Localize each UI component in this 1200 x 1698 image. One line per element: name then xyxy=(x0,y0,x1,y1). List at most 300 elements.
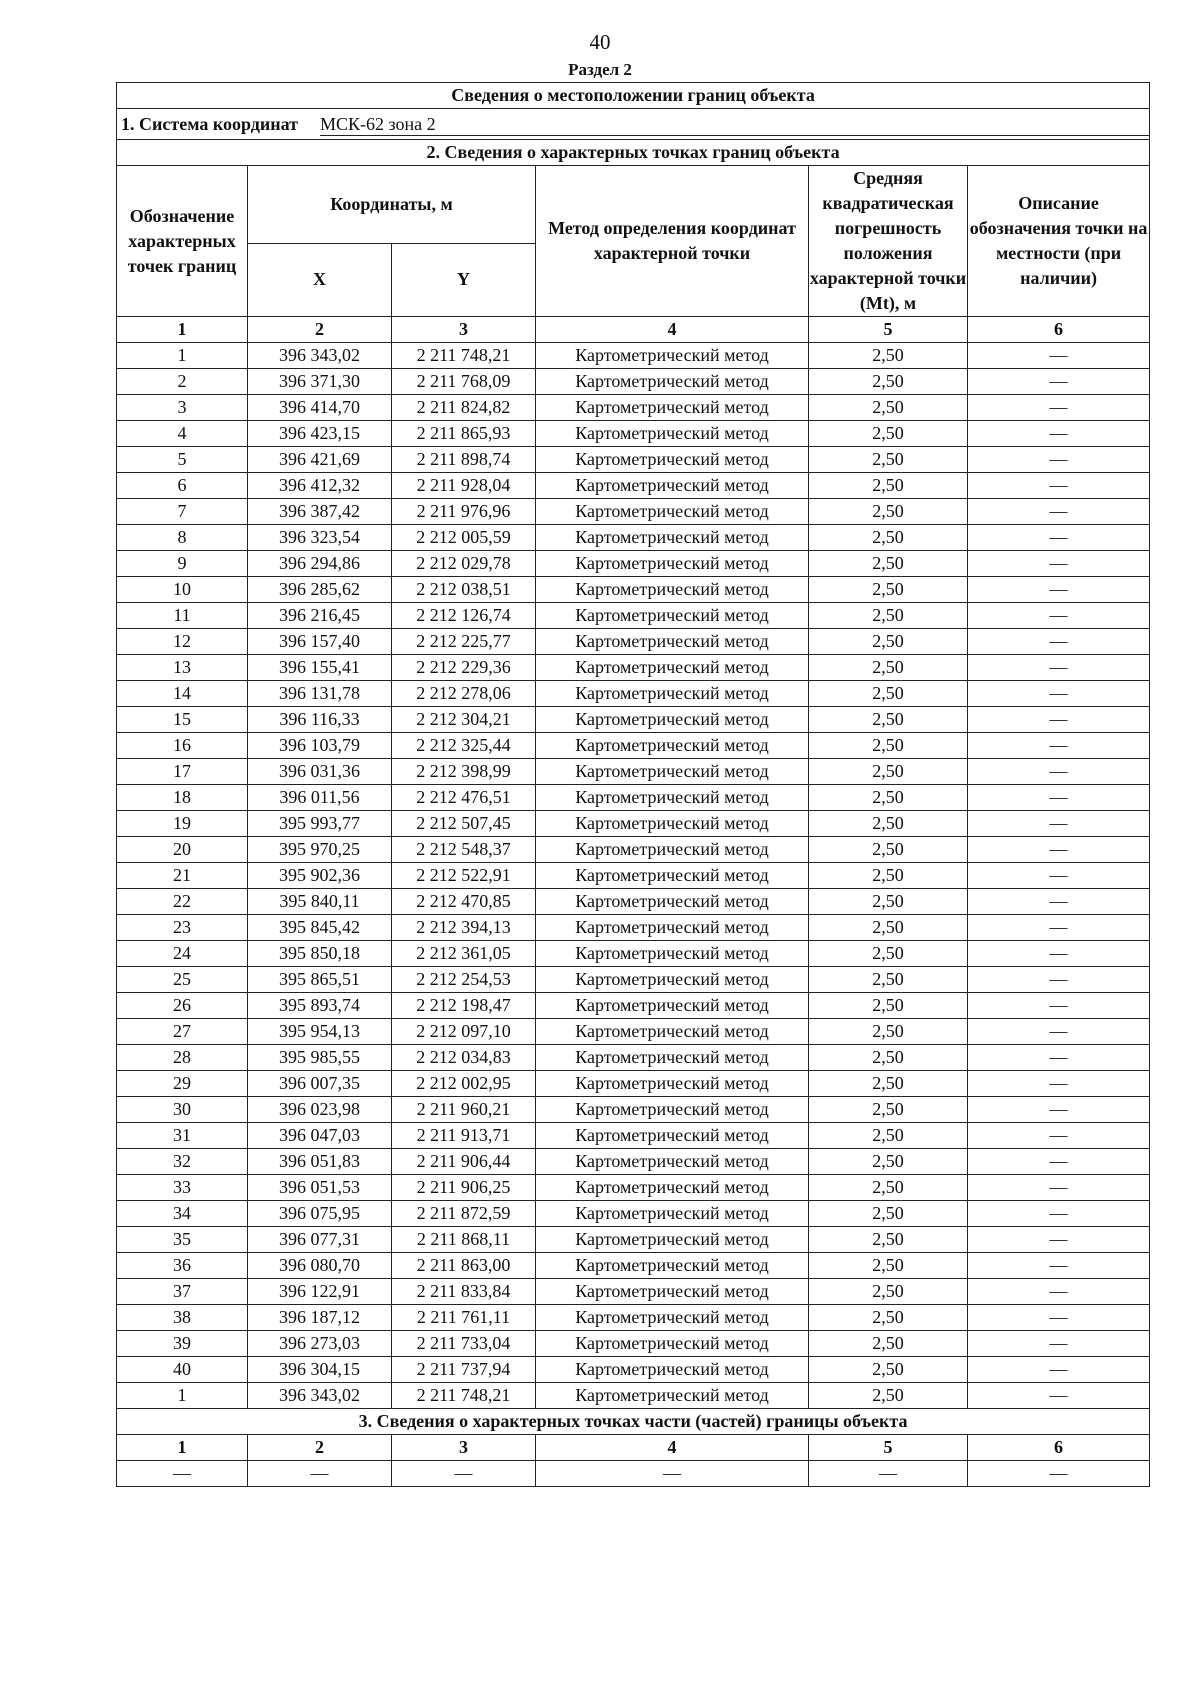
error: 2,50 xyxy=(809,941,968,967)
point-number: 15 xyxy=(117,707,248,733)
description: — xyxy=(968,811,1150,837)
y-coordinate: 2 211 976,96 xyxy=(392,499,536,525)
error: 2,50 xyxy=(809,369,968,395)
description: — xyxy=(968,1253,1150,1279)
error: 2,50 xyxy=(809,863,968,889)
table-cell: — xyxy=(536,1461,809,1487)
column-number: 6 xyxy=(968,317,1150,343)
description: — xyxy=(968,421,1150,447)
table-row xyxy=(117,733,1150,759)
method: Картометрический метод xyxy=(536,343,809,369)
y-coordinate: 2 212 398,99 xyxy=(392,759,536,785)
x-coordinate: 396 103,79 xyxy=(248,733,392,759)
point-number: 27 xyxy=(117,1019,248,1045)
page-number: 40 xyxy=(589,30,611,54)
method: Картометрический метод xyxy=(536,915,809,941)
point-number: 39 xyxy=(117,1331,248,1357)
point-number: 10 xyxy=(117,577,248,603)
x-coordinate: 395 865,51 xyxy=(248,967,392,993)
error: 2,50 xyxy=(809,811,968,837)
table-row xyxy=(117,889,1150,915)
error: 2,50 xyxy=(809,967,968,993)
y-coordinate: 2 211 748,21 xyxy=(392,343,536,369)
x-coordinate: 396 371,30 xyxy=(248,369,392,395)
description: — xyxy=(968,369,1150,395)
method: Картометрический метод xyxy=(536,1097,809,1123)
error: 2,50 xyxy=(809,1019,968,1045)
x-coordinate: 396 294,86 xyxy=(248,551,392,577)
method: Картометрический метод xyxy=(536,941,809,967)
section3-title: 3. Сведения о характерных точках части (частей) границы объекта xyxy=(117,1409,1150,1435)
y-coordinate: 2 211 906,44 xyxy=(392,1149,536,1175)
point-number: 4 xyxy=(117,421,248,447)
error: 2,50 xyxy=(809,1123,968,1149)
point-number: 28 xyxy=(117,1045,248,1071)
error: 2,50 xyxy=(809,421,968,447)
description: — xyxy=(968,577,1150,603)
description: — xyxy=(968,1045,1150,1071)
method: Картометрический метод xyxy=(536,629,809,655)
table-row xyxy=(117,759,1150,785)
table-row xyxy=(117,577,1150,603)
point-number: 9 xyxy=(117,551,248,577)
y-coordinate: 2 212 002,95 xyxy=(392,1071,536,1097)
point-number: 13 xyxy=(117,655,248,681)
table-cell: — xyxy=(968,1461,1150,1487)
point-number: 14 xyxy=(117,681,248,707)
description: — xyxy=(968,785,1150,811)
point-number: 35 xyxy=(117,1227,248,1253)
point-number: 17 xyxy=(117,759,248,785)
error: 2,50 xyxy=(809,577,968,603)
y-coordinate: 2 211 960,21 xyxy=(392,1097,536,1123)
y-coordinate: 2 211 868,11 xyxy=(392,1227,536,1253)
table-cell: — xyxy=(809,1461,968,1487)
x-coordinate: 396 423,15 xyxy=(248,421,392,447)
x-coordinate: 396 116,33 xyxy=(248,707,392,733)
column-number: 1 xyxy=(117,317,248,343)
y-coordinate: 2 211 928,04 xyxy=(392,473,536,499)
header-point: Обозначение характерных точек границ xyxy=(117,166,248,317)
table-row xyxy=(117,629,1150,655)
x-coordinate: 395 985,55 xyxy=(248,1045,392,1071)
y-coordinate: 2 211 761,11 xyxy=(392,1305,536,1331)
x-coordinate: 396 216,45 xyxy=(248,603,392,629)
table-row xyxy=(117,1071,1150,1097)
table-row xyxy=(117,1331,1150,1357)
method: Картометрический метод xyxy=(536,1305,809,1331)
point-number: 11 xyxy=(117,603,248,629)
method: Картометрический метод xyxy=(536,993,809,1019)
x-coordinate: 395 893,74 xyxy=(248,993,392,1019)
y-coordinate: 2 211 768,09 xyxy=(392,369,536,395)
column-number: 2 xyxy=(248,1435,392,1461)
error: 2,50 xyxy=(809,733,968,759)
point-number: 18 xyxy=(117,785,248,811)
x-coordinate: 396 051,83 xyxy=(248,1149,392,1175)
table-row xyxy=(117,447,1150,473)
table-row xyxy=(117,499,1150,525)
table-row xyxy=(117,603,1150,629)
method: Картометрический метод xyxy=(536,1175,809,1201)
x-coordinate: 395 902,36 xyxy=(248,863,392,889)
y-coordinate: 2 212 476,51 xyxy=(392,785,536,811)
y-coordinate: 2 212 325,44 xyxy=(392,733,536,759)
point-number: 12 xyxy=(117,629,248,655)
table-row xyxy=(117,369,1150,395)
point-number: 32 xyxy=(117,1149,248,1175)
table-row xyxy=(117,863,1150,889)
method: Картометрический метод xyxy=(536,577,809,603)
x-coordinate: 396 412,32 xyxy=(248,473,392,499)
description: — xyxy=(968,1305,1150,1331)
description: — xyxy=(968,1357,1150,1383)
error: 2,50 xyxy=(809,1305,968,1331)
method: Картометрический метод xyxy=(536,1227,809,1253)
column-number: 4 xyxy=(536,317,809,343)
point-number: 33 xyxy=(117,1175,248,1201)
point-number: 36 xyxy=(117,1253,248,1279)
point-number: 2 xyxy=(117,369,248,395)
y-coordinate: 2 211 833,84 xyxy=(392,1279,536,1305)
error: 2,50 xyxy=(809,1097,968,1123)
error: 2,50 xyxy=(809,1331,968,1357)
x-coordinate: 396 414,70 xyxy=(248,395,392,421)
table-row xyxy=(117,655,1150,681)
table-row xyxy=(117,967,1150,993)
y-coordinate: 2 212 126,74 xyxy=(392,603,536,629)
column-number: 6 xyxy=(968,1435,1150,1461)
y-coordinate: 2 212 005,59 xyxy=(392,525,536,551)
error: 2,50 xyxy=(809,837,968,863)
x-coordinate: 396 155,41 xyxy=(248,655,392,681)
y-coordinate: 2 211 906,25 xyxy=(392,1175,536,1201)
y-coordinate: 2 211 733,04 xyxy=(392,1331,536,1357)
error: 2,50 xyxy=(809,1175,968,1201)
x-coordinate: 396 023,98 xyxy=(248,1097,392,1123)
point-number: 20 xyxy=(117,837,248,863)
x-coordinate: 396 075,95 xyxy=(248,1201,392,1227)
method: Картометрический метод xyxy=(536,1019,809,1045)
description: — xyxy=(968,343,1150,369)
header-description: Описание обозначения точки на местности (при наличии) xyxy=(968,166,1150,317)
description: — xyxy=(968,993,1150,1019)
y-coordinate: 2 211 865,93 xyxy=(392,421,536,447)
x-coordinate: 396 080,70 xyxy=(248,1253,392,1279)
point-number: 3 xyxy=(117,395,248,421)
column-number: 5 xyxy=(809,1435,968,1461)
method: Картометрический метод xyxy=(536,785,809,811)
description: — xyxy=(968,395,1150,421)
y-coordinate: 2 212 038,51 xyxy=(392,577,536,603)
y-coordinate: 2 211 872,59 xyxy=(392,1201,536,1227)
point-number: 34 xyxy=(117,1201,248,1227)
table-row xyxy=(117,551,1150,577)
table-row xyxy=(117,837,1150,863)
table-row xyxy=(117,1305,1150,1331)
description: — xyxy=(968,1071,1150,1097)
method: Картометрический метод xyxy=(536,1071,809,1097)
table-row xyxy=(117,1279,1150,1305)
method: Картометрический метод xyxy=(536,655,809,681)
point-number: 7 xyxy=(117,499,248,525)
error: 2,50 xyxy=(809,915,968,941)
section3-row xyxy=(117,1461,1150,1487)
x-coordinate: 396 011,56 xyxy=(248,785,392,811)
table-row xyxy=(117,915,1150,941)
method: Картометрический метод xyxy=(536,889,809,915)
description: — xyxy=(968,915,1150,941)
header-coords: Координаты, м xyxy=(248,166,536,244)
y-coordinate: 2 211 748,21 xyxy=(392,1383,536,1409)
column-number: 1 xyxy=(117,1435,248,1461)
point-number: 29 xyxy=(117,1071,248,1097)
table-row xyxy=(117,1383,1150,1409)
description: — xyxy=(968,473,1150,499)
table-row xyxy=(117,1097,1150,1123)
description: — xyxy=(968,551,1150,577)
method: Картометрический метод xyxy=(536,447,809,473)
table-row xyxy=(117,1175,1150,1201)
error: 2,50 xyxy=(809,551,968,577)
error: 2,50 xyxy=(809,499,968,525)
x-coordinate: 396 007,35 xyxy=(248,1071,392,1097)
method: Картометрический метод xyxy=(536,603,809,629)
point-number: 22 xyxy=(117,889,248,915)
table-title: Сведения о местоположении границ объекта xyxy=(117,83,1150,109)
method: Картометрический метод xyxy=(536,811,809,837)
x-coordinate: 395 954,13 xyxy=(248,1019,392,1045)
method: Картометрический метод xyxy=(536,525,809,551)
method: Картометрический метод xyxy=(536,707,809,733)
error: 2,50 xyxy=(809,1149,968,1175)
error: 2,50 xyxy=(809,1071,968,1097)
point-number: 19 xyxy=(117,811,248,837)
y-coordinate: 2 212 394,13 xyxy=(392,915,536,941)
method: Картометрический метод xyxy=(536,759,809,785)
description: — xyxy=(968,941,1150,967)
coord-system-value: МСК-62 зона 2 xyxy=(320,113,1149,136)
method: Картометрический метод xyxy=(536,1383,809,1409)
description: — xyxy=(968,1149,1150,1175)
table-row xyxy=(117,1123,1150,1149)
method: Картометрический метод xyxy=(536,1201,809,1227)
method: Картометрический метод xyxy=(536,421,809,447)
description: — xyxy=(968,707,1150,733)
y-coordinate: 2 212 097,10 xyxy=(392,1019,536,1045)
description: — xyxy=(968,525,1150,551)
error: 2,50 xyxy=(809,1383,968,1409)
x-coordinate: 396 323,54 xyxy=(248,525,392,551)
description: — xyxy=(968,447,1150,473)
description: — xyxy=(968,733,1150,759)
description: — xyxy=(968,759,1150,785)
description: — xyxy=(968,681,1150,707)
y-coordinate: 2 212 029,78 xyxy=(392,551,536,577)
table-cell: — xyxy=(248,1461,392,1487)
table-row xyxy=(117,1227,1150,1253)
table-row xyxy=(117,343,1150,369)
description: — xyxy=(968,603,1150,629)
x-coordinate: 395 970,25 xyxy=(248,837,392,863)
column-number: 2 xyxy=(248,317,392,343)
point-number: 38 xyxy=(117,1305,248,1331)
point-number: 40 xyxy=(117,1357,248,1383)
description: — xyxy=(968,1175,1150,1201)
x-coordinate: 396 051,53 xyxy=(248,1175,392,1201)
table-row xyxy=(117,421,1150,447)
method: Картометрический метод xyxy=(536,1331,809,1357)
column-number: 4 xyxy=(536,1435,809,1461)
point-number: 26 xyxy=(117,993,248,1019)
header-method: Метод определения координат характерной точки xyxy=(536,166,809,317)
x-coordinate: 396 343,02 xyxy=(248,1383,392,1409)
x-coordinate: 396 031,36 xyxy=(248,759,392,785)
error: 2,50 xyxy=(809,681,968,707)
error: 2,50 xyxy=(809,1253,968,1279)
error: 2,50 xyxy=(809,655,968,681)
table-row xyxy=(117,811,1150,837)
x-coordinate: 396 273,03 xyxy=(248,1331,392,1357)
table-row xyxy=(117,1201,1150,1227)
x-coordinate: 396 131,78 xyxy=(248,681,392,707)
error: 2,50 xyxy=(809,447,968,473)
method: Картометрический метод xyxy=(536,1279,809,1305)
point-number: 21 xyxy=(117,863,248,889)
y-coordinate: 2 212 254,53 xyxy=(392,967,536,993)
y-coordinate: 2 212 034,83 xyxy=(392,1045,536,1071)
table-cell: — xyxy=(392,1461,536,1487)
section2-title: 2. Сведения о характерных точках границ объекта xyxy=(117,140,1150,166)
point-number: 24 xyxy=(117,941,248,967)
table-row xyxy=(117,395,1150,421)
table-row xyxy=(117,1357,1150,1383)
y-coordinate: 2 212 278,06 xyxy=(392,681,536,707)
error: 2,50 xyxy=(809,1201,968,1227)
error: 2,50 xyxy=(809,525,968,551)
x-coordinate: 395 840,11 xyxy=(248,889,392,915)
description: — xyxy=(968,967,1150,993)
description: — xyxy=(968,1331,1150,1357)
point-number: 25 xyxy=(117,967,248,993)
description: — xyxy=(968,1097,1150,1123)
coord-system-row xyxy=(117,109,1150,140)
header-error: Средняя квадратическая погрешность положения характерной точки (Mt), м xyxy=(809,166,968,317)
method: Картометрический метод xyxy=(536,551,809,577)
x-coordinate: 396 304,15 xyxy=(248,1357,392,1383)
error: 2,50 xyxy=(809,395,968,421)
method: Картометрический метод xyxy=(536,681,809,707)
point-number: 1 xyxy=(117,343,248,369)
table-row xyxy=(117,993,1150,1019)
boundary-table xyxy=(116,82,1150,1487)
y-coordinate: 2 212 470,85 xyxy=(392,889,536,915)
coord-system-label: 1. Система координат xyxy=(121,113,298,134)
section3-column-numbers-row xyxy=(117,1435,1150,1461)
column-numbers-row xyxy=(117,317,1150,343)
header-x: X xyxy=(248,243,392,316)
error: 2,50 xyxy=(809,993,968,1019)
table-row xyxy=(117,1149,1150,1175)
table-row xyxy=(117,473,1150,499)
x-coordinate: 395 845,42 xyxy=(248,915,392,941)
error: 2,50 xyxy=(809,785,968,811)
error: 2,50 xyxy=(809,343,968,369)
method: Картометрический метод xyxy=(536,863,809,889)
y-coordinate: 2 212 198,47 xyxy=(392,993,536,1019)
header-y: Y xyxy=(392,243,536,316)
method: Картометрический метод xyxy=(536,1357,809,1383)
error: 2,50 xyxy=(809,629,968,655)
method: Картометрический метод xyxy=(536,1253,809,1279)
error: 2,50 xyxy=(809,473,968,499)
table-row xyxy=(117,941,1150,967)
description: — xyxy=(968,1201,1150,1227)
x-coordinate: 396 387,42 xyxy=(248,499,392,525)
y-coordinate: 2 211 737,94 xyxy=(392,1357,536,1383)
description: — xyxy=(968,1383,1150,1409)
table-row xyxy=(117,1045,1150,1071)
point-number: 8 xyxy=(117,525,248,551)
column-number: 5 xyxy=(809,317,968,343)
table-row xyxy=(117,525,1150,551)
y-coordinate: 2 211 863,00 xyxy=(392,1253,536,1279)
point-number: 6 xyxy=(117,473,248,499)
description: — xyxy=(968,1123,1150,1149)
table-row xyxy=(117,681,1150,707)
y-coordinate: 2 211 824,82 xyxy=(392,395,536,421)
table-row xyxy=(117,1019,1150,1045)
y-coordinate: 2 211 913,71 xyxy=(392,1123,536,1149)
x-coordinate: 396 077,31 xyxy=(248,1227,392,1253)
x-coordinate: 396 187,12 xyxy=(248,1305,392,1331)
point-number: 16 xyxy=(117,733,248,759)
description: — xyxy=(968,499,1150,525)
error: 2,50 xyxy=(809,1227,968,1253)
error: 2,50 xyxy=(809,1279,968,1305)
column-number: 3 xyxy=(392,1435,536,1461)
method: Картометрический метод xyxy=(536,967,809,993)
error: 2,50 xyxy=(809,1045,968,1071)
point-number: 23 xyxy=(117,915,248,941)
description: — xyxy=(968,629,1150,655)
description: — xyxy=(968,889,1150,915)
error: 2,50 xyxy=(809,603,968,629)
y-coordinate: 2 212 522,91 xyxy=(392,863,536,889)
x-coordinate: 396 343,02 xyxy=(248,343,392,369)
point-number: 5 xyxy=(117,447,248,473)
section-title: Раздел 2 xyxy=(568,60,632,79)
method: Картометрический метод xyxy=(536,1045,809,1071)
table-cell: — xyxy=(117,1461,248,1487)
method: Картометрический метод xyxy=(536,499,809,525)
description: — xyxy=(968,1279,1150,1305)
table-row xyxy=(117,785,1150,811)
description: — xyxy=(968,655,1150,681)
point-number: 30 xyxy=(117,1097,248,1123)
column-number: 3 xyxy=(392,317,536,343)
x-coordinate: 396 157,40 xyxy=(248,629,392,655)
x-coordinate: 395 993,77 xyxy=(248,811,392,837)
description: — xyxy=(968,837,1150,863)
method: Картометрический метод xyxy=(536,473,809,499)
x-coordinate: 396 047,03 xyxy=(248,1123,392,1149)
x-coordinate: 396 122,91 xyxy=(248,1279,392,1305)
table-row xyxy=(117,1253,1150,1279)
table-row xyxy=(117,707,1150,733)
method: Картометрический метод xyxy=(536,837,809,863)
y-coordinate: 2 212 229,36 xyxy=(392,655,536,681)
